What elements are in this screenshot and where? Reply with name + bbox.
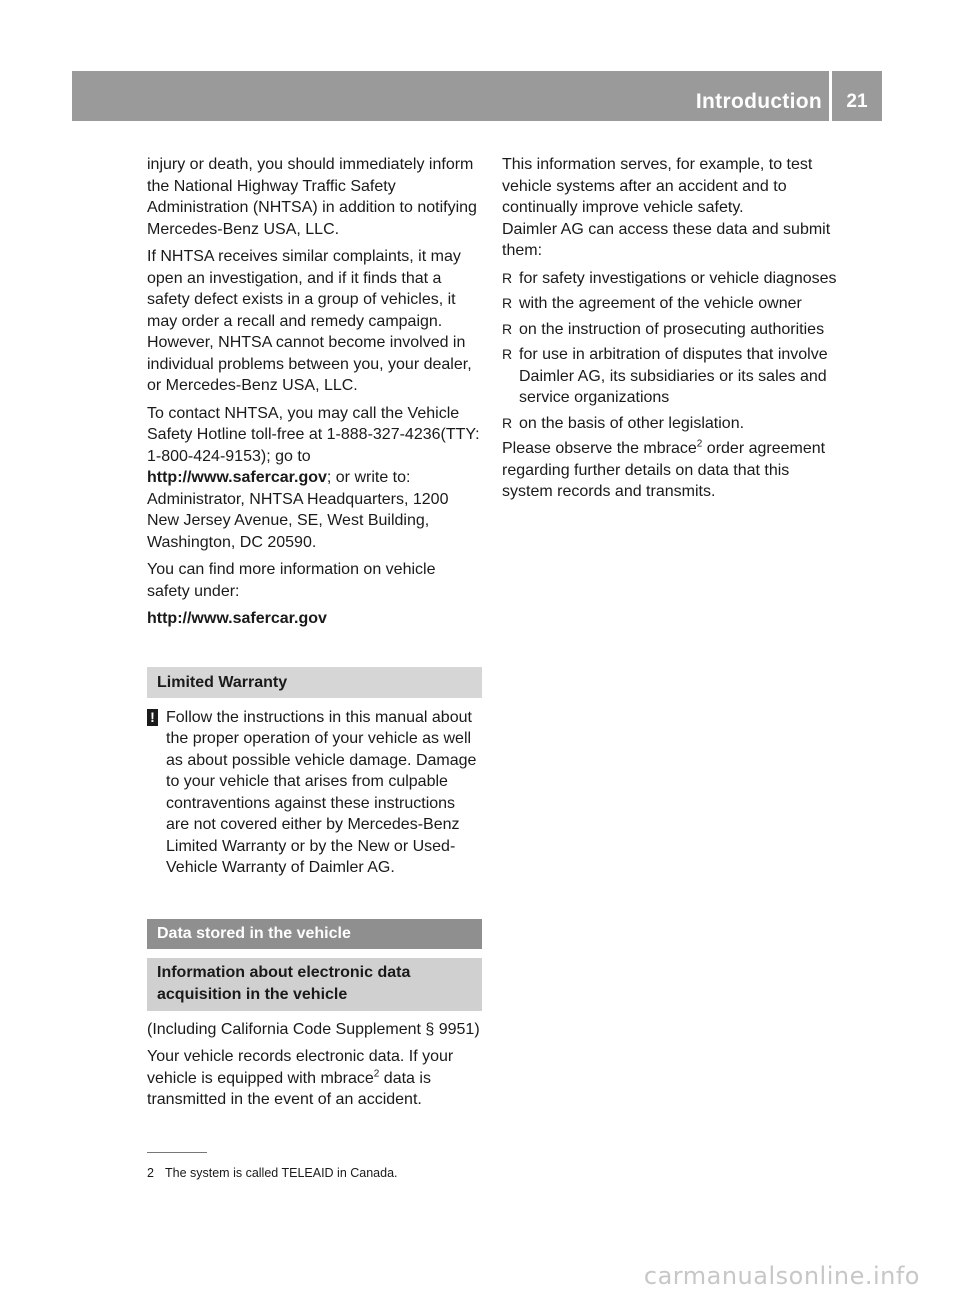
text-span: Please observe the mbrace xyxy=(502,440,697,457)
safercar-link[interactable]: http://www.safercar.gov xyxy=(147,469,327,486)
paragraph xyxy=(147,403,482,554)
text-span: To contact NHTSA, you may call the Vehicle Safety Hotline toll-free at 1-888-327-4236(TTY: 1-800-424-9153); go to xyxy=(147,404,480,465)
list-item-text: with the agreement of the vehicle owner xyxy=(519,295,802,312)
safercar-link[interactable]: http://www.safercar.gov xyxy=(147,610,327,627)
warning-note xyxy=(147,707,482,879)
warning-text: Follow the instructions in this manual about the proper operation of your vehicle as well as about possible vehicle damage. Damage to your vehicle that arises from culpable contraventions against these instructions are not covered either by Mercedes-Benz Limited Warranty or by the New or Used-Vehicle Warranty of Daimler AG. xyxy=(166,708,477,876)
list-item xyxy=(502,293,837,315)
paragraph xyxy=(502,438,837,503)
list-item-text: for safety investigations or vehicle diagnoses xyxy=(519,269,837,287)
list-item xyxy=(502,268,837,290)
paragraph: Daimler AG can access these data and submit them: xyxy=(502,220,831,259)
text-span: ; or write to: Administrator, NHTSA Headquarters, 1200 New Jersey Avenue, SE, West Building, Washington, DC 20590. xyxy=(147,469,449,551)
electronic-data-heading: Information about electronic data acquisition in the vehicle xyxy=(147,958,482,1011)
left-column xyxy=(147,154,482,1117)
paragraph: This information serves, for example, to test vehicle systems after an accident and to continually improve vehicle safety. xyxy=(502,156,813,216)
bullet-list xyxy=(502,268,837,435)
text-span: order agreement regarding further details on data that this system records and transmits. xyxy=(502,440,826,500)
bullet-icon: R xyxy=(502,346,513,362)
footnote-ref: 2 xyxy=(696,438,703,450)
list-item xyxy=(502,319,837,341)
bullet-icon: R xyxy=(502,269,513,286)
text-span: data is transmitted in the event of an accident. xyxy=(147,1069,431,1108)
bullet-icon: R xyxy=(502,414,513,431)
footnote-mark: 2 xyxy=(147,1166,154,1180)
warning-icon: ! xyxy=(147,709,158,726)
bullet-icon: R xyxy=(502,320,513,337)
list-item-text: on the basis of other legislation. xyxy=(519,414,745,432)
bullet-icon: R xyxy=(502,295,513,311)
limited-warranty-heading: Limited Warranty xyxy=(147,667,482,698)
paragraph: injury or death, you should immediately inform the National Highway Traffic Safety Administration (NHTSA) in addition to notifying Mercedes-Benz USA, LLC. xyxy=(147,156,477,238)
footnote-ref: 2 xyxy=(373,1068,380,1080)
paragraph: You can find more information on vehicle safety under: xyxy=(147,561,436,600)
list-item-text: on the instruction of prosecuting authorities xyxy=(519,320,825,338)
paragraph xyxy=(147,1046,482,1111)
footnote xyxy=(147,1165,398,1181)
right-column xyxy=(502,154,837,509)
section-title: Introduction xyxy=(695,90,822,113)
page-header xyxy=(72,71,882,121)
footnote-text: The system is called TELEAID in Canada. xyxy=(165,1166,398,1180)
paragraph: If NHTSA receives similar complaints, it may open an investigation, and if it finds that a safety defect exists in a group of vehicles, it may order a recall and remedy campaign. However, NHTSA cannot become involved in individual problems between you, your dealer, or Mercedes-Benz USA, LLC. xyxy=(147,248,472,394)
paragraph: (Including California Code Supplement § 9951) xyxy=(147,1020,480,1038)
list-item-text: for use in arbitration of disputes that involve Daimler AG, its subsidiaries or its sales and service organizations xyxy=(519,346,828,406)
data-stored-heading: Data stored in the vehicle xyxy=(147,919,482,949)
page-number: 21 xyxy=(846,91,868,112)
footnote-divider xyxy=(147,1152,207,1153)
text-span: Your vehicle records electronic data. If your vehicle is equipped with mbrace xyxy=(147,1048,454,1087)
list-item xyxy=(502,344,837,409)
watermark: carmanualsonline.info xyxy=(643,1262,920,1290)
list-item xyxy=(502,413,837,435)
